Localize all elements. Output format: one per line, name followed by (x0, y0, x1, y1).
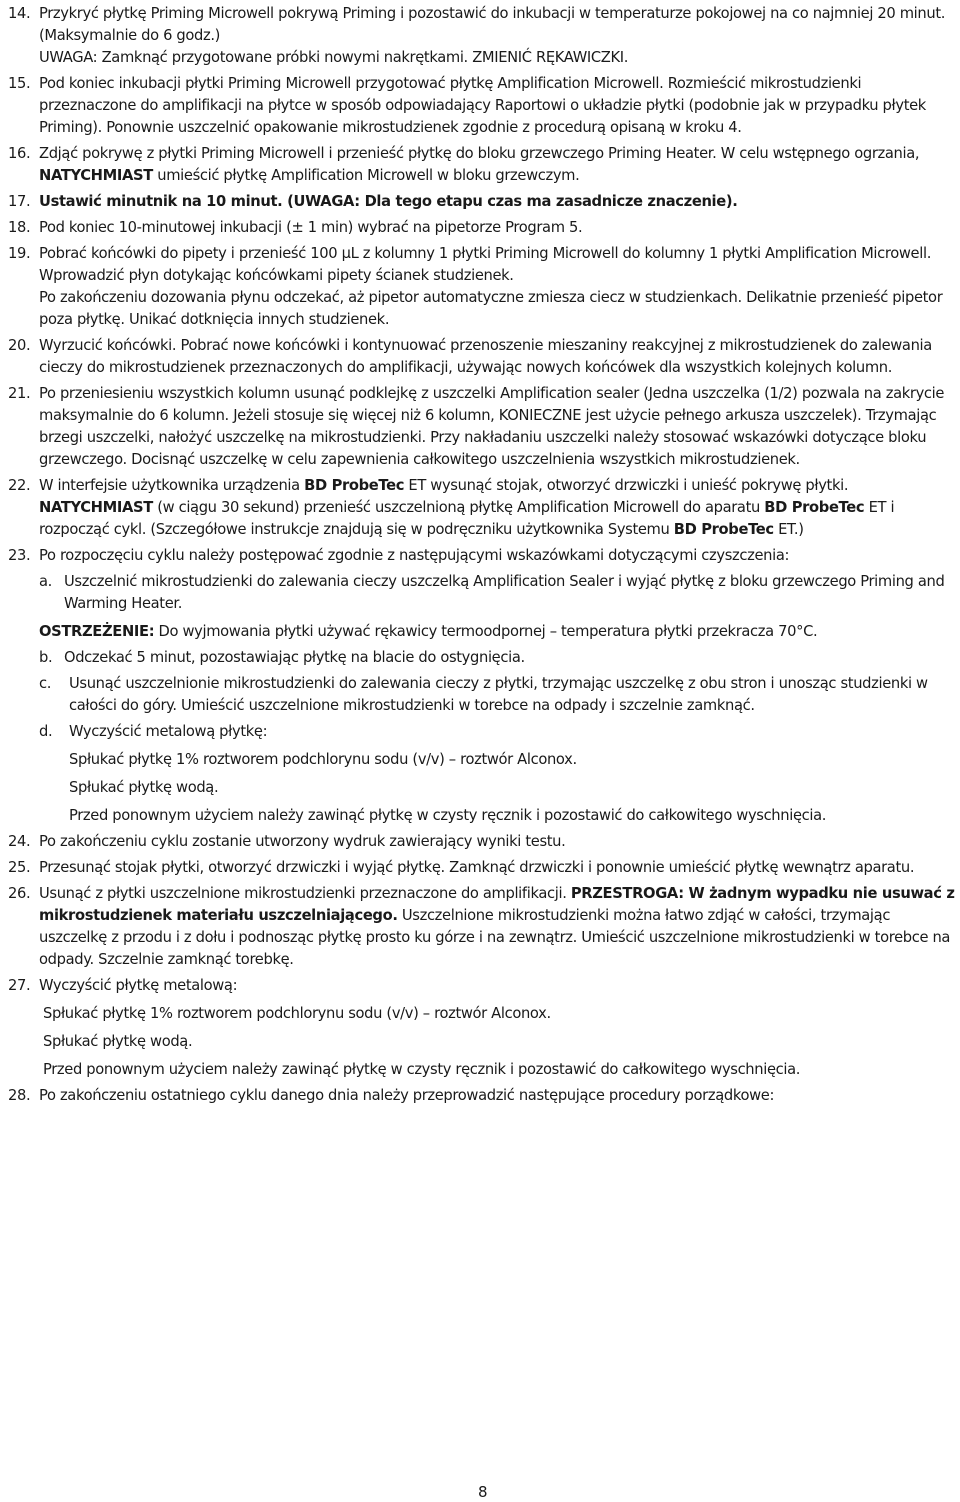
step-line: Spłukać płytkę wodą. (43, 1033, 193, 1050)
substep-c (39, 673, 958, 717)
step-19 (8, 243, 958, 331)
step-17 (8, 191, 958, 213)
substep-text: Uszczelnić mikrostudzienki do zalewania cieczy uszczelką Amplification Sealer i wyjąć płytkę z bloku grzewczego Priming and Warming Heater. (64, 573, 945, 612)
substep-label: b. (39, 649, 53, 666)
substep-text: Odczekać 5 minut, pozostawiając płytkę na blacie do ostygnięcia. (64, 649, 525, 666)
step-27 (8, 975, 958, 1081)
step-text: Pod koniec 10-minutowej inkubacji (± 1 min) wybrać na pipetorze Program 5. (39, 219, 583, 236)
step-number: 19. (8, 245, 31, 262)
step-23 (8, 545, 958, 827)
step-number: 14. (8, 5, 31, 22)
step-26 (8, 883, 958, 971)
step-line: Przed ponownym użyciem należy zawinąć płytkę w czysty ręcznik i pozostawić do całkowitego wyschnięcia. (43, 1061, 801, 1078)
step-text: Po zakończeniu ostatniego cyklu danego dnia należy przeprowadzić następujące procedury porządkowe: (39, 1087, 775, 1104)
step-number: 18. (8, 219, 31, 236)
substep-b (39, 647, 958, 669)
substep-line: Spłukać płytkę wodą. (69, 779, 219, 796)
caution-note: PRZESTROGA: W żadnym wypadku nie usuwać z mikrostudzienek materiału uszczelniającego. (39, 885, 955, 924)
step-text: Usunąć z płytki uszczelnione mikrostudzienki przeznaczone do amplifikacji. PRZESTROGA: W żadnym wypadku nie usuwać z mikrostudzienek materiału uszczelniającego. Uszczelnione mikrostudzienki można łatwo zdjąć w całości, trzymając uszczelkę z przodu i z dołu i podnosząc płytkę prosto ku górze i na zewnątrz. Umieścić uszczelnione mikrostudzienki w torebce na odpady. Szczelnie zamknąć torebkę. (39, 885, 955, 968)
step-21 (8, 383, 958, 471)
step-text: Przesunąć stojak płytki, otworzyć drzwiczki i wyjąć płytkę. Zamknąć drzwiczki i ponownie umieścić płytkę wewnątrz aparatu. (39, 859, 915, 876)
substep-a (39, 571, 958, 643)
step-text: Ustawić minutnik na 10 minut. (UWAGA: Dla tego etapu czas ma zasadnicze znaczenie). (39, 193, 738, 210)
step-24 (8, 831, 958, 853)
step-15 (8, 73, 958, 139)
step-number: 27. (8, 977, 31, 994)
emphasis-immediately: NATYCHMIAST (39, 499, 153, 516)
warning-label: OSTRZEŻENIE: (39, 623, 155, 640)
substep-text: Wyczyścić metalową płytkę: (69, 723, 268, 740)
substep-label: a. (39, 573, 52, 590)
step-16 (8, 143, 958, 187)
note-text: UWAGA: Zamknąć przygotowane próbki nowymi nakrętkami. ZMIENIĆ RĘKAWICZKI. (39, 49, 629, 66)
step-text: W interfejsie użytkownika urządzenia BD ProbeTec ET wysunąć stojak, otworzyć drzwiczki i unieść pokrywę płytki. NATYCHMIAST (w ciągu 30 sekund) przenieść uszczelnioną płytkę Amplification Microwell do aparatu BD ProbeTec ET i rozpocząć cykl. (Szczegółowe instrukcje znajdują się w podręczniku użytkownika Systemu BD ProbeTec ET.) (39, 477, 895, 538)
brand-name: BD ProbeTec (673, 521, 774, 538)
step-25 (8, 857, 958, 879)
step-text: Wyczyścić płytkę metalową: (39, 977, 238, 994)
brand-name: BD ProbeTec (764, 499, 865, 516)
substep-line: Spłukać płytkę 1% roztworem podchlorynu sodu (v/v) – roztwór Alconox. (69, 751, 577, 768)
step-number: 15. (8, 75, 31, 92)
warning-note: OSTRZEŻENIE: Do wyjmowania płytki używać rękawicy termoodpornej – temperatura płytki przekracza 70°C. (39, 623, 818, 640)
substep-text: Usunąć uszczelnionie mikrostudzienki do zalewania cieczy z płytki, trzymając uszczelkę z obu stron i unosząc studzienki w całości do góry. Umieścić uszczelnione mikrostudzienki w torebce na odpady i szczelnie zamknąć. (69, 675, 928, 714)
step-text: Po rozpoczęciu cyklu należy postępować zgodnie z następującymi wskazówkami dotyczącymi czyszczenia: (39, 547, 790, 564)
document-body (8, 3, 958, 1111)
step-28 (8, 1085, 958, 1107)
step-text: Przykryć płytkę Priming Microwell pokrywą Priming i pozostawić do inkubacji w temperaturze pokojowej na co najmniej 20 minut. (Maksymalnie do 6 godz.) (39, 5, 946, 44)
step-number: 26. (8, 885, 31, 902)
step-text: Zdjąć pokrywę z płytki Priming Microwell i przenieść płytkę do bloku grzewczego Priming Heater. W celu wstępnego ogrzania, NATYCHMIAST umieścić płytkę Amplification Microwell w bloku grzewczym. (39, 145, 920, 184)
step-number: 22. (8, 477, 31, 494)
step-text: Pod koniec inkubacji płytki Priming Microwell przygotować płytkę Amplification Microwell. Rozmieścić mikrostudzienki przeznaczone do amplifikacji na płytce w sposób odpowiadający Raportowi o układzie płytki (podobnie jak w przypadku płytek Priming). Ponownie uszczelnić opakowanie mikrostudzienek zgodnie z procedurą opisaną w kroku 4. (39, 75, 926, 136)
step-text: Wyrzucić końcówki. Pobrać nowe końcówki i kontynuować przenoszenie mieszaniny reakcyjnej z mikrostudzienek do zalewania cieczy do mikrostudzienek przeznaczonych do amplifikacji, używając nowych końcówek dla wszystkich kolejnych kolumn. (39, 337, 932, 376)
step-14 (8, 3, 958, 69)
substep-line: Przed ponownym użyciem należy zawinąć płytkę w czysty ręcznik i pozostawić do całkowitego wyschnięcia. (69, 807, 827, 824)
step-number: 21. (8, 385, 31, 402)
step-number: 16. (8, 145, 31, 162)
substep-label: c. (39, 675, 52, 692)
step-18 (8, 217, 958, 239)
substep-d (39, 721, 958, 827)
step-number: 28. (8, 1087, 31, 1104)
step-22 (8, 475, 958, 541)
step-number: 25. (8, 859, 31, 876)
step-number: 17. (8, 193, 31, 210)
step-text: Pobrać końcówki do pipety i przenieść 100 µL z kolumny 1 płytki Priming Microwell do kolumny 1 płytki Amplification Microwell. Wprowadzić płyn dotykając końcówkami pipety ścianek studzienek. (39, 245, 932, 284)
brand-name: BD ProbeTec (304, 477, 405, 494)
step-number: 20. (8, 337, 31, 354)
emphasis-immediately: NATYCHMIAST (39, 167, 153, 184)
page-number: 8 (478, 1483, 488, 1501)
step-text: Po zakończeniu cyklu zostanie utworzony wydruk zawierający wyniki testu. (39, 833, 566, 850)
step-number: 24. (8, 833, 31, 850)
step-line: Spłukać płytkę 1% roztworem podchlorynu sodu (v/v) – roztwór Alconox. (43, 1005, 551, 1022)
step-text: Po przeniesieniu wszystkich kolumn usunąć podklejkę z uszczelki Amplification sealer (Jedna uszczelka (1/2) pozwala na zakrycie maksymalnie do 6 kolumn. Jeżeli stosuje się więcej niż 6 kolumn, KONIECZNE jest użycie pełnego arkusza uszczelek). Trzymając brzegi uszczelki, nałożyć uszczelkę na mikrostudzienki. Przy nakładaniu uszczelki należy stosować wskazówki dotyczące bloku grzewczego. Docisnąć uszczelkę w celu zapewnienia całkowitego uszczelnienia wszystkich mikrostudzienek. (39, 385, 945, 468)
substep-label: d. (39, 723, 53, 740)
step-text-continued: Po zakończeniu dozowania płynu odczekać, aż pipetor automatyczne zmiesza ciecz w studzienkach. Delikatnie przenieść pipetor poza płytkę. Unikać dotknięcia innych studzienek. (39, 289, 943, 328)
step-20 (8, 335, 958, 379)
step-number: 23. (8, 547, 31, 564)
